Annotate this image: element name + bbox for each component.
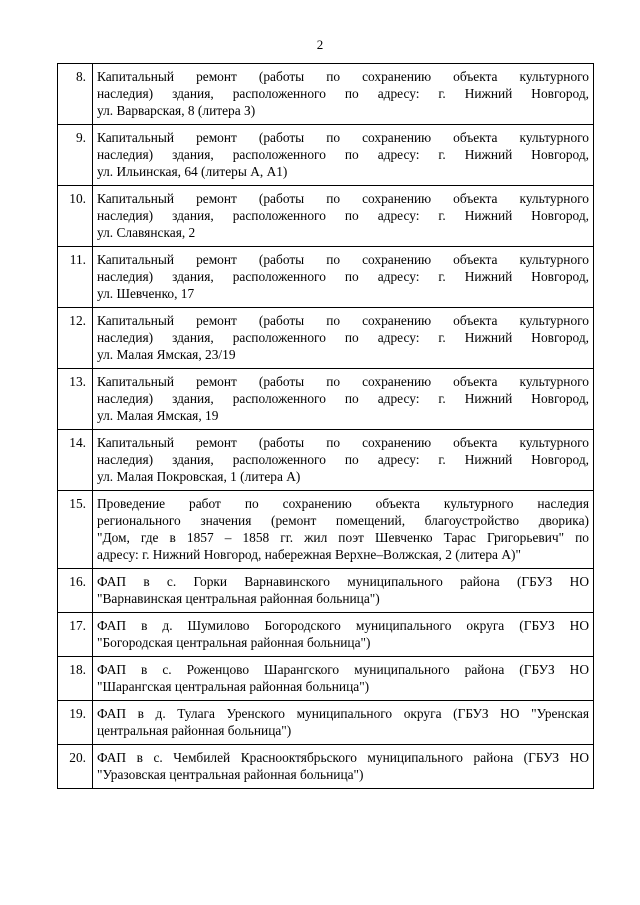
description-line: ФАП в д. Тулага Уренского муниципального округа (ГБУЗ НО "Уренская [97, 706, 589, 721]
description-line: адресу: г. Нижний Новгород, набережная Верхне–Волжская, 2 (литера А)" [97, 547, 521, 562]
row-description [93, 701, 594, 745]
description-line: ФАП в д. Шумилово Богородского муниципального округа (ГБУЗ НО [97, 618, 589, 633]
description-line: "Уразовская центральная районная больница") [97, 767, 364, 782]
row-description [93, 125, 594, 186]
row-number: 14. [58, 430, 93, 491]
table-row [58, 430, 594, 491]
table-row [58, 491, 594, 569]
row-number: 12. [58, 308, 93, 369]
table-row [58, 125, 594, 186]
row-description [93, 186, 594, 247]
row-number: 18. [58, 657, 93, 701]
table-body [58, 64, 594, 789]
table-row [58, 369, 594, 430]
description-line: "Дом, где в 1857 – 1858 гг. жил поэт Шевченко Тарас Григорьевич" по [97, 530, 589, 545]
description-line: "Богородская центральная районная больница") [97, 635, 371, 650]
description-line: наследия) здания, расположенного по адресу: г. Нижний Новгород, [97, 391, 589, 406]
description-line: Капитальный ремонт (работы по сохранению объекта культурного [97, 313, 589, 328]
description-line: Капитальный ремонт (работы по сохранению объекта культурного [97, 69, 589, 84]
row-description [93, 430, 594, 491]
description-line: ФАП в с. Чембилей Краснооктябрьского муниципального района (ГБУЗ НО [97, 750, 589, 765]
description-line: ФАП в с. Горки Варнавинского муниципального района (ГБУЗ НО [97, 574, 589, 589]
row-number: 15. [58, 491, 93, 569]
description-line: "Шарангская центральная районная больница") [97, 679, 370, 694]
row-number: 16. [58, 569, 93, 613]
row-number: 19. [58, 701, 93, 745]
description-line: Капитальный ремонт (работы по сохранению объекта культурного [97, 374, 589, 389]
table-row [58, 745, 594, 789]
row-description [93, 369, 594, 430]
table-row [58, 247, 594, 308]
row-number: 11. [58, 247, 93, 308]
table-row [58, 657, 594, 701]
row-number: 10. [58, 186, 93, 247]
description-line: наследия) здания, расположенного по адресу: г. Нижний Новгород, [97, 208, 589, 223]
description-line: наследия) здания, расположенного по адресу: г. Нижний Новгород, [97, 147, 589, 162]
table-row [58, 64, 594, 125]
description-line: ул. Варварская, 8 (литера З) [97, 103, 256, 118]
row-description [93, 64, 594, 125]
row-description [93, 247, 594, 308]
description-line: центральная районная больница") [97, 723, 292, 738]
description-line: ул. Славянская, 2 [97, 225, 196, 240]
row-number: 8. [58, 64, 93, 125]
table-row [58, 569, 594, 613]
table-row [58, 701, 594, 745]
description-line: ул. Малая Покровская, 1 (литера А) [97, 469, 301, 484]
description-line: наследия) здания, расположенного по адресу: г. Нижний Новгород, [97, 86, 589, 101]
description-line: наследия) здания, расположенного по адресу: г. Нижний Новгород, [97, 330, 589, 345]
description-line: ул. Малая Ямская, 19 [97, 408, 219, 423]
description-line: Капитальный ремонт (работы по сохранению объекта культурного [97, 252, 589, 267]
description-line: ул. Ильинская, 64 (литеры А, А1) [97, 164, 288, 179]
description-line: ФАП в с. Роженцово Шарангского муниципального района (ГБУЗ НО [97, 662, 589, 677]
row-description [93, 569, 594, 613]
row-number: 20. [58, 745, 93, 789]
row-description [93, 657, 594, 701]
row-number: 17. [58, 613, 93, 657]
row-number: 9. [58, 125, 93, 186]
description-line: Проведение работ по сохранению объекта культурного наследия [97, 496, 589, 511]
document-table [57, 63, 594, 789]
description-line: наследия) здания, расположенного по адресу: г. Нижний Новгород, [97, 452, 589, 467]
row-number: 13. [58, 369, 93, 430]
description-line: Капитальный ремонт (работы по сохранению объекта культурного [97, 130, 589, 145]
description-line: ул. Малая Ямская, 23/19 [97, 347, 236, 362]
description-line: Капитальный ремонт (работы по сохранению объекта культурного [97, 435, 589, 450]
description-line: "Варнавинская центральная районная больница") [97, 591, 380, 606]
row-description [93, 491, 594, 569]
row-description [93, 613, 594, 657]
description-line: наследия) здания, расположенного по адресу: г. Нижний Новгород, [97, 269, 589, 284]
page-number: 2 [316, 37, 324, 52]
description-line: Капитальный ремонт (работы по сохранению объекта культурного [97, 191, 589, 206]
table-row [58, 613, 594, 657]
row-description [93, 308, 594, 369]
description-line: ул. Шевченко, 17 [97, 286, 195, 301]
table-row [58, 186, 594, 247]
description-line: регионального значения (ремонт помещений, благоустройство дворика) [97, 513, 589, 528]
row-description [93, 745, 594, 789]
table-row [58, 308, 594, 369]
